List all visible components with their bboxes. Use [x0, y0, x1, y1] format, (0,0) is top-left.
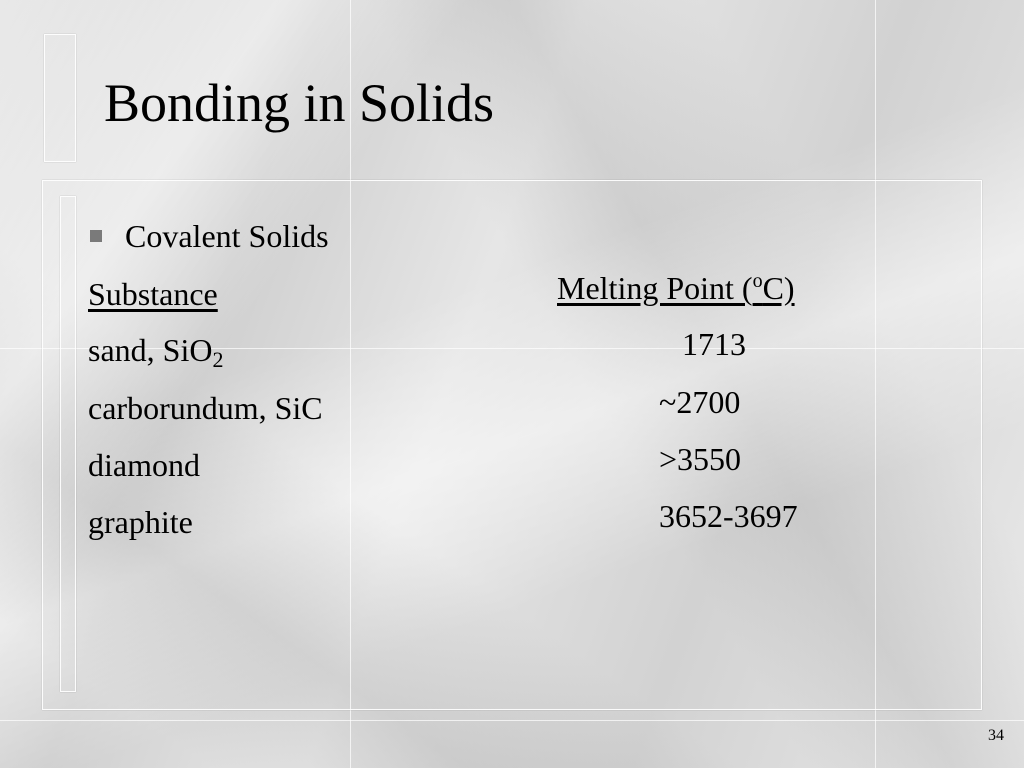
substance-row: diamond [88, 447, 200, 483]
slide-number: 34 [988, 727, 1004, 744]
slide-title: Bonding in Solids [104, 73, 495, 133]
substance-row: graphite [88, 504, 193, 540]
substance-row: carborundum, SiC [88, 390, 323, 426]
melting-point-value: 3652-3697 [659, 498, 798, 534]
bullet-square-icon [90, 230, 102, 242]
bullet-text: Covalent Solids [125, 218, 329, 254]
background-grid-line [0, 720, 1024, 721]
melting-point-value: ~2700 [659, 384, 741, 420]
substance-header: Substance [88, 276, 218, 312]
substance-row: sand, SiO$_2$ [88, 332, 224, 372]
content-side-frame [60, 196, 76, 692]
melting-point-header: Melting Point ($^o$C) [557, 270, 795, 306]
melting-point-value: >3550 [659, 441, 742, 477]
title-frame [44, 34, 76, 162]
melting-point-value: 1713 [682, 326, 746, 362]
